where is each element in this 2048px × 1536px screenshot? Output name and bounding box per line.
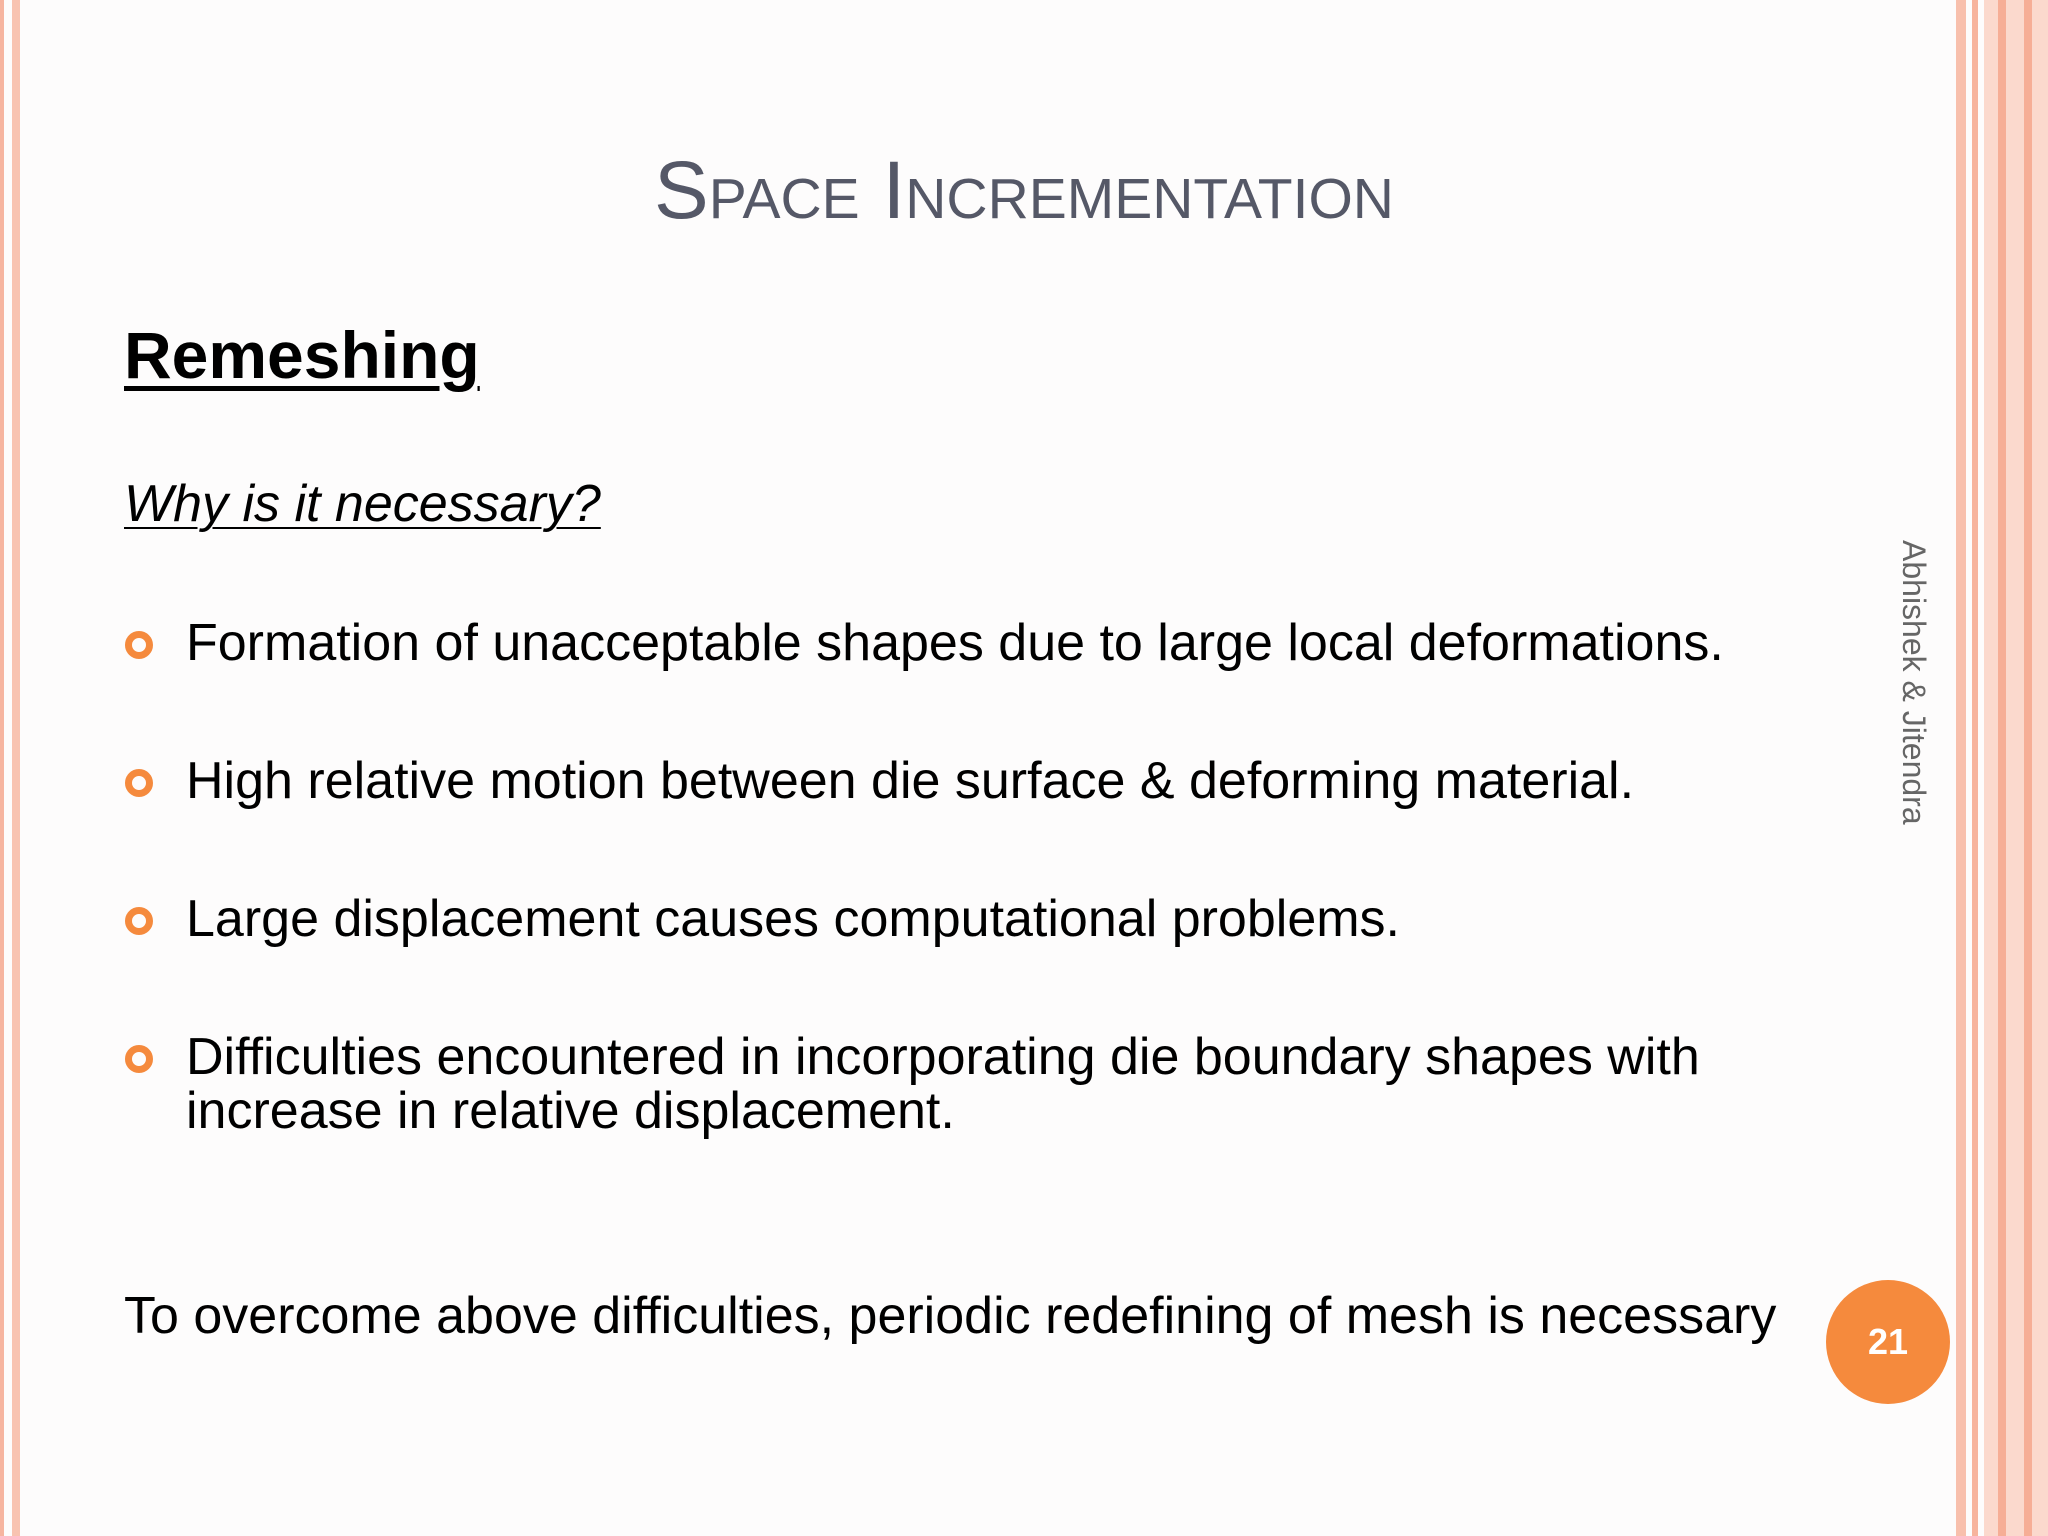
- bullet-text: Formation of unacceptable shapes due to large local deformations.: [186, 614, 1724, 672]
- bullet-item: [120, 892, 1820, 946]
- hollow-circle-bullet-icon: [125, 907, 153, 935]
- bullet-text: Difficulties encountered in incorporating die boundary shapes with increase in relative displacement.: [186, 1028, 1700, 1140]
- author-credit: Abhishek & Jitendra: [1896, 540, 1932, 825]
- bullet-text: High relative motion between die surface & deforming material.: [186, 752, 1635, 810]
- hollow-circle-bullet-icon: [125, 1045, 153, 1073]
- slide-title: [0, 145, 2048, 236]
- bullet-item: [120, 1030, 1820, 1138]
- bullet-item: [120, 754, 1820, 808]
- bullet-item: [120, 616, 1820, 670]
- section-subheading: Why is it necessary?: [124, 475, 601, 533]
- bullet-text: Large displacement causes computational problems.: [186, 890, 1401, 948]
- slide-title-text: Space Incrementation: [654, 145, 1394, 236]
- page-number: 21: [1867, 1321, 1909, 1362]
- hollow-circle-bullet-icon: [125, 769, 153, 797]
- page-number-badge: [1826, 1280, 1950, 1404]
- conclusion-text: To overcome above difficulties, periodic redefining of mesh is necessary: [124, 1287, 1777, 1345]
- bullet-list: [120, 616, 1820, 1138]
- section-heading: Remeshing: [124, 318, 480, 392]
- hollow-circle-bullet-icon: [125, 631, 153, 659]
